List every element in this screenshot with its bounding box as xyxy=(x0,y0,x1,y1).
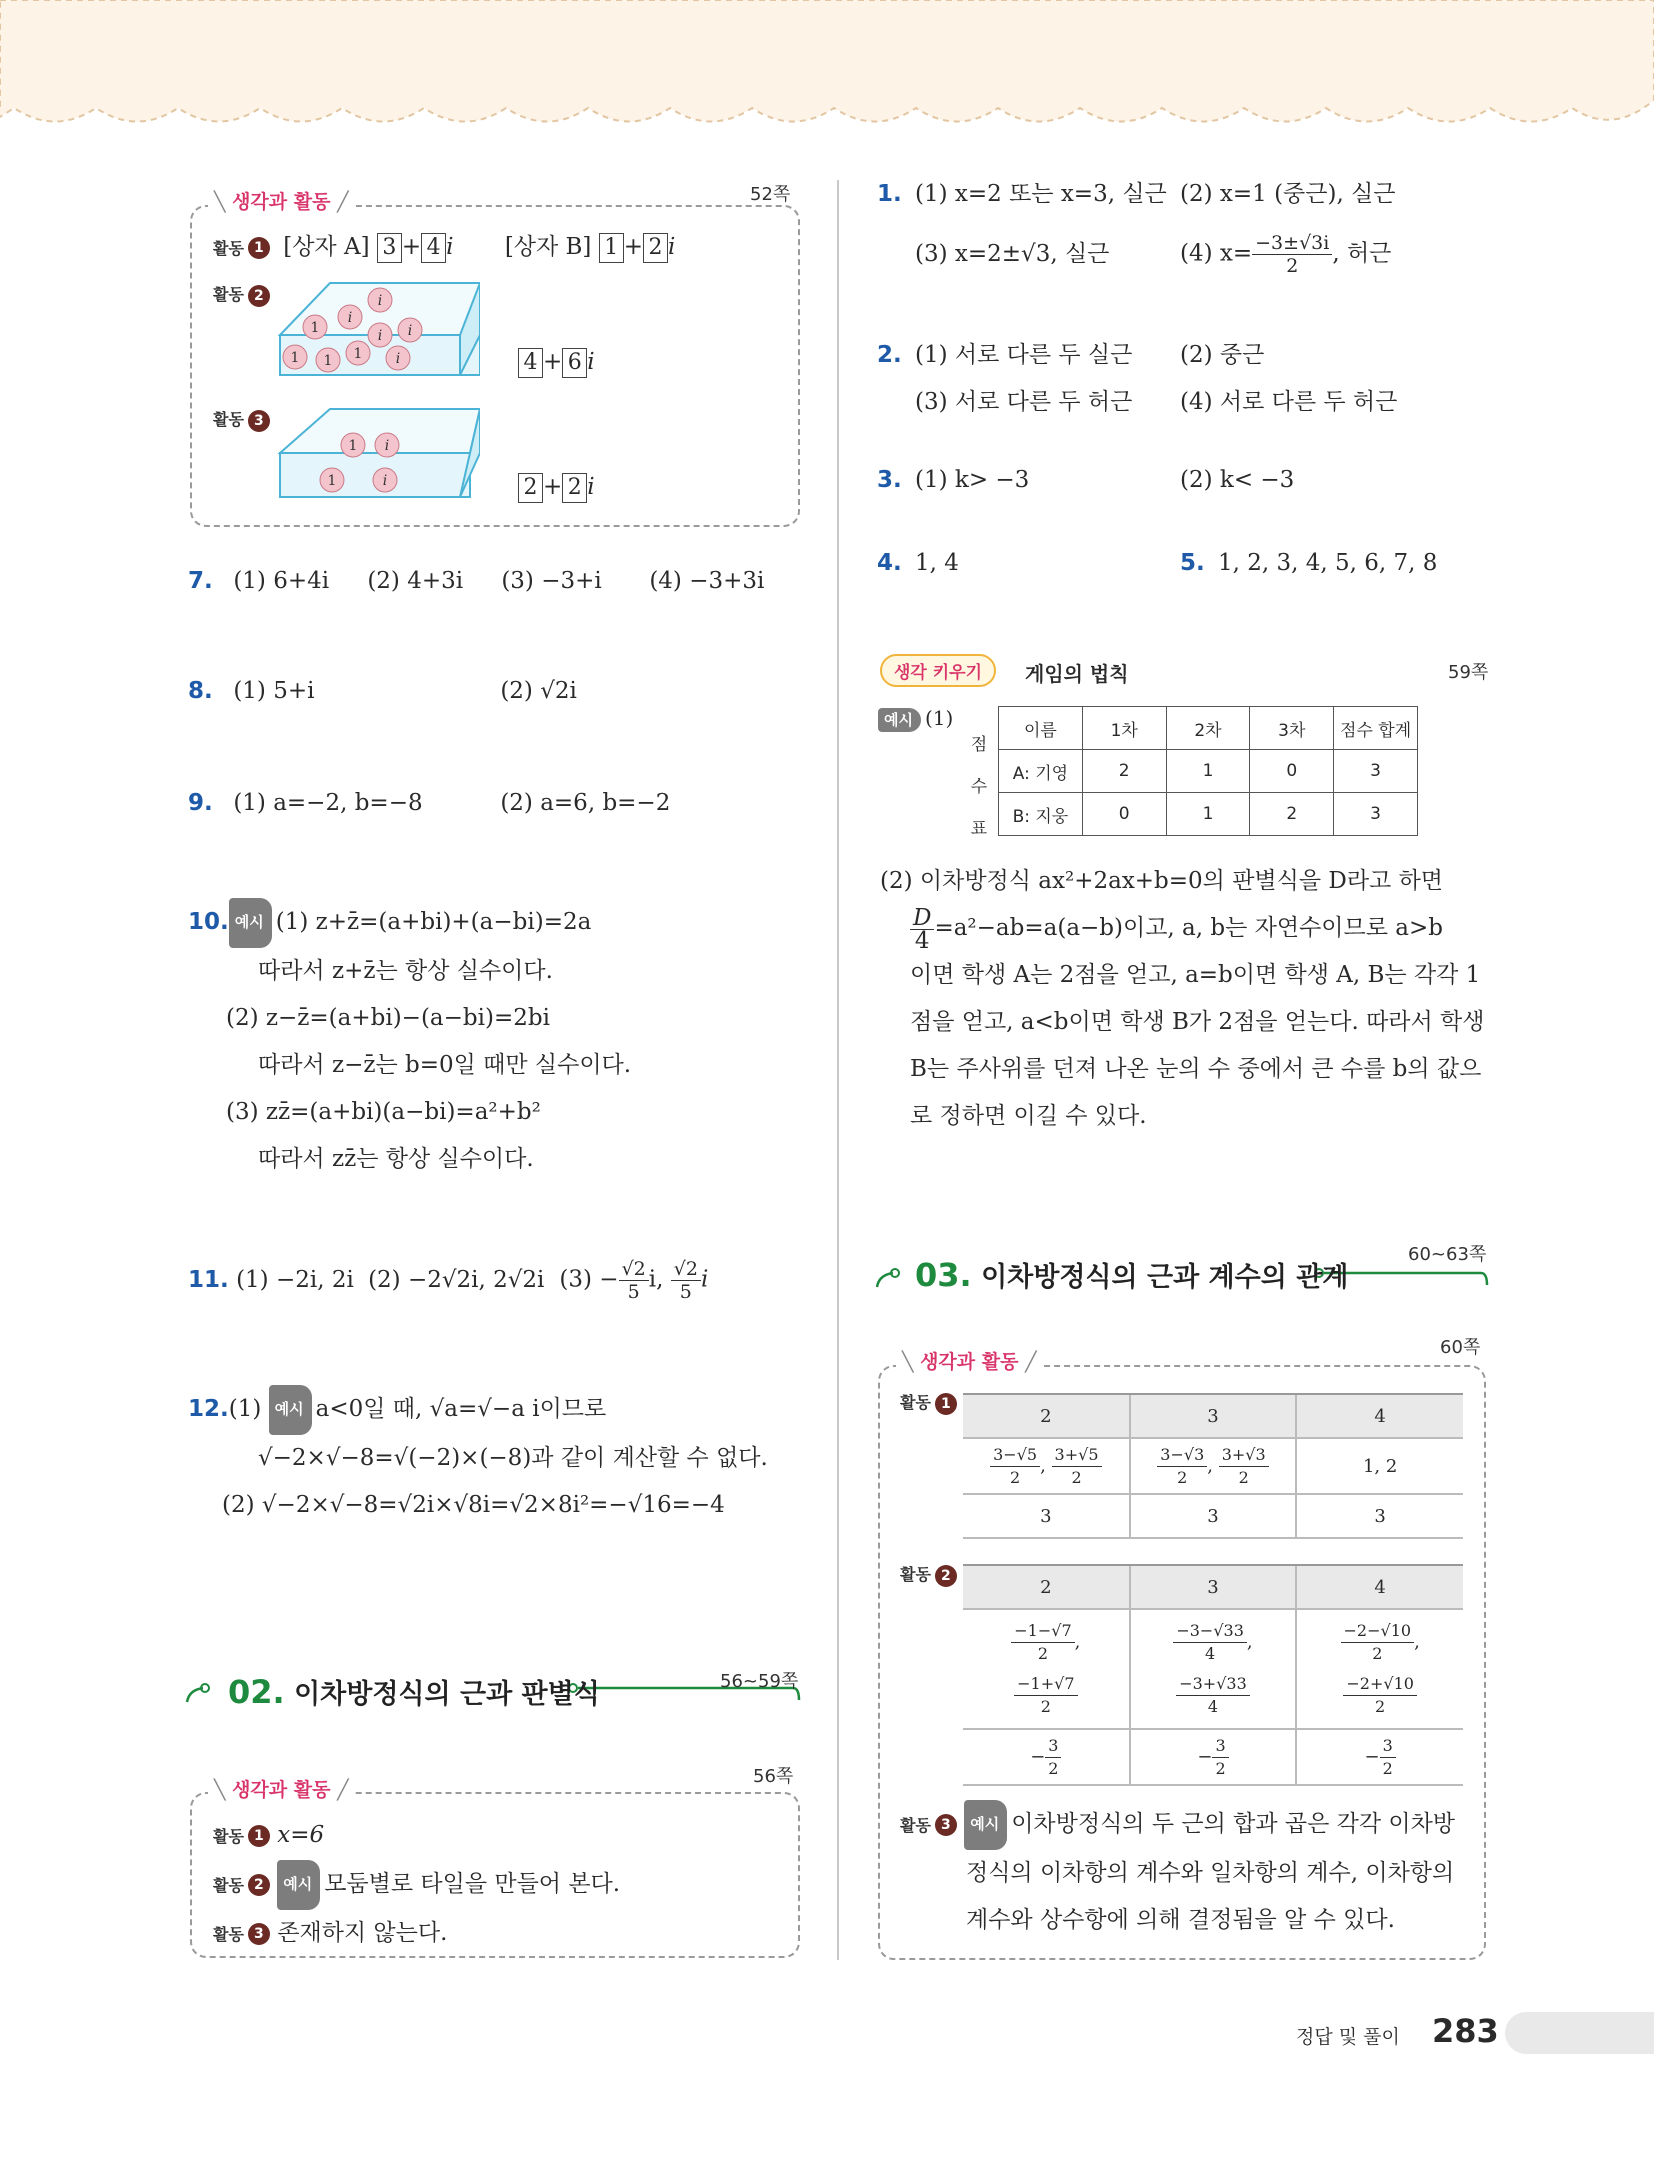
activity-2-answer: 4 + 6 i xyxy=(518,348,595,378)
column-divider xyxy=(837,180,839,1960)
score-table-row: B: 지웅 0 1 2 3 xyxy=(999,793,1418,836)
svg-text:i: i xyxy=(384,438,390,454)
answer-9: 9. (1) a=−2, b=−8 (2) a=6, b=−2 xyxy=(188,790,671,816)
box-label: ╲ 생각과 활동 ╱ xyxy=(208,1775,355,1802)
answer-r2: 2. (1) 서로 다른 두 실근 (2) 중근 (3) 서로 다른 두 허근 (4) 서로 다른 두 허근 xyxy=(877,342,1398,415)
header-band xyxy=(0,0,1654,135)
page-ref: 56쪽 xyxy=(753,1766,794,1787)
activity-2-label: 활동 2 xyxy=(213,282,270,307)
score-table xyxy=(998,706,1418,836)
score-table-header: 이름 1차 2차 3차 점수 합계 xyxy=(999,707,1418,750)
think-part2: (2) 이차방정식 ax²+2ax+b=0의 판별식을 D라고 하면 $\frac{D}{4}$ =a²−ab=a(a−b)이고, a, b는 자연수이므로 a>b 이면 학생 A는 2점을 얻고, a=b이면 학생 A, B는 각각 1 점을 얻고, a<b이면 학생 B가 2점을 얻는다. 따라서 학생 B는 주사위를 던져 나온 눈의 수 중에서 큰 수를 b의 값으 로 정하면 이길 수 있다. xyxy=(880,868,1485,1129)
footer-label: 정답 및 풀이 xyxy=(1296,2026,1400,2048)
answer-11: 11. (1) −2i, 2i (2) −2√2i, 2√2i (3) − $\frac{√2}{5}$ i, $\frac{√2}{5}$ i xyxy=(188,1258,709,1303)
svg-text:1: 1 xyxy=(348,438,358,454)
activity-3-answer: 2 + 2 i xyxy=(518,473,595,503)
answer-r1: 1. (1) x=2 또는 x=3, 실근 (2) x=1 (중근), 실근 xyxy=(877,181,1396,207)
activity-1-row: 활동 1 [상자 A] 3 + 4 i [상자 B] 1 + 2 i xyxy=(213,228,675,263)
box-label: ╲ 생각과 활동 ╱ xyxy=(208,187,355,214)
score-table-row: A: 기영 2 1 0 3 xyxy=(999,750,1418,793)
box2-activities: 활동 1 x=6 활동 2 예시 모둠별로 타일을 만들어 본다. 활동 3 존재하지 않는다. xyxy=(213,1822,621,1946)
svg-text:i: i xyxy=(407,323,413,339)
page-ref: 60쪽 xyxy=(1440,1337,1481,1358)
section-03-title: 03. 이차방정식의 근과 계수의 관계 xyxy=(915,1256,1349,1294)
svg-text:i: i xyxy=(377,293,383,309)
page-number: 283 xyxy=(1432,2012,1499,2050)
svg-text:1: 1 xyxy=(310,320,320,336)
think-badge: 생각 키우기 xyxy=(880,654,996,687)
svg-text:i: i xyxy=(395,351,401,367)
activity-3-label: 활동 3 xyxy=(213,407,270,432)
svg-text:1: 1 xyxy=(353,346,363,362)
roots-table-2: 2 3 4 $\frac{-1-√7}{2}$ , $\frac{-1+√7}{2}$ $\frac{-3-√33}{4}$ , $\frac{-3+√33}{4}$ $\frac{-2-√10}{2}$ , $\frac{-2+√10}{2}$ − $\frac{3}{2}$ − $\frac{3}{2}$ − $\frac{3}{2}$ xyxy=(963,1564,1463,1786)
box3-activity-1-label: 활동 1 xyxy=(900,1390,957,1415)
svg-text:i: i xyxy=(347,310,353,326)
box-label: ╲ 생각과 활동 ╱ xyxy=(896,1347,1043,1374)
footer-tab xyxy=(1505,2012,1654,2054)
answer-r3: 3. (1) k> −3 (2) k< −3 xyxy=(877,467,1295,493)
svg-text:i: i xyxy=(377,328,383,344)
answer-r5: 5. 1, 2, 3, 4, 5, 6, 7, 8 xyxy=(1180,550,1438,576)
answer-r1-line2: (3) x=2±√3, 실근 (4) x= $\frac{-3\pm√3i}{2}$ , 허근 xyxy=(915,232,1392,277)
answer-7: 7. (1) 6+4i (2) 4+3i (3) −3+i (4) −3+3i xyxy=(188,568,765,594)
page-ref: 60~63쪽 xyxy=(1408,1244,1487,1265)
answer-12: 12.(1) 예시 a<0일 때, √a=√−a i이므로 √−2×√−8=√(−2)×(−8)과 같이 계산할 수 없다. (2) √−2×√−8=√2i×√8i=√2×8i²=−√16=−4 xyxy=(188,1385,768,1529)
answer-r4: 4. 1, 4 xyxy=(877,550,959,576)
answer-8: 8. (1) 5+i (2) √2i xyxy=(188,678,577,704)
box-illustration-2 xyxy=(270,275,480,385)
think-part1-label: 예시 (1) xyxy=(878,706,953,732)
score-table-side: 점 수 표 xyxy=(970,735,988,839)
svg-text:1: 1 xyxy=(290,350,300,366)
answer-10: 10. 예시 (1) z+z̄=(a+bi)+(a−bi)=2a 따라서 z+z̄는 항상 실수이다. (2) z−z̄=(a+bi)−(a−bi)=2bi 따라서 z−z̄는 b=0일 때만 실수이다. (3) zz̄=(a+bi)(a−bi)=a²+b² 따라서 zz̄는 항상 실수이다. xyxy=(188,898,631,1183)
page-ref: 59쪽 xyxy=(1448,662,1489,683)
page-ref: 52쪽 xyxy=(750,184,791,205)
page-ref: 56~59쪽 xyxy=(720,1671,799,1692)
svg-text:1: 1 xyxy=(323,353,333,369)
box3-activity-2-label: 활동 2 xyxy=(900,1562,957,1587)
box3-activity-3: 활동 3 예시 이차방정식의 두 근의 합과 곱은 각각 이차방 정식의 이차항의 계수와 일차항의 계수, 이차항의 계수와 상수항에 의해 결정됨을 알 수 있다. xyxy=(900,1800,1455,1944)
box-illustration-3 xyxy=(270,405,480,505)
section-02-title: 02. 이차방정식의 근과 판별식 xyxy=(228,1673,600,1711)
roots-table-1: 2 3 4 $\frac{3-√5}{2}$ , $\frac{3+√5}{2}$ $\frac{3-√3}{2}$ , $\frac{3+√3}{2}$ 1, 2 3 3 3 xyxy=(963,1393,1463,1539)
svg-text:1: 1 xyxy=(327,473,337,489)
activity-number-icon: 1 xyxy=(248,237,270,259)
svg-text:i: i xyxy=(382,473,388,489)
think-title: 게임의 법칙 xyxy=(1025,662,1129,686)
